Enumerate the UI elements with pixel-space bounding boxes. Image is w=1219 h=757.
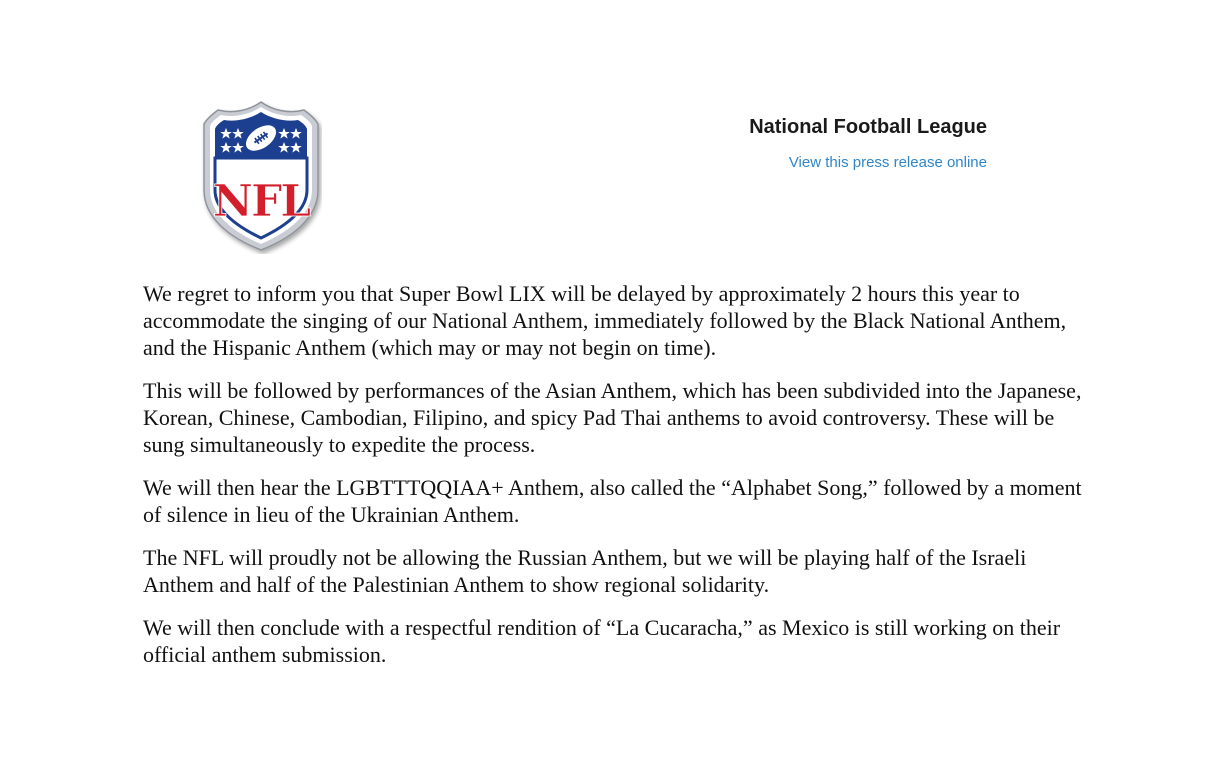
organization-name: National Football League — [749, 116, 987, 138]
view-online-link[interactable]: View this press release online — [788, 154, 987, 171]
nfl-shield-logo — [200, 98, 322, 254]
paragraph: This will be followed by performances of the Asian Anthem, which has been subdivided into the Japanese, Korean, Chinese, Cambodian, Filipino, and spicy Pad Thai anthems to avoid controversy. These will be sung simultaneously to expedite the process. — [143, 378, 1082, 457]
paragraph: We will then hear the LGBTTTQQIAA+ Anthem, also called the “Alphabet Song,” followed by a moment of silence in lieu of the Ukrainian Anthem. — [143, 475, 1082, 527]
paragraph: We regret to inform you that Super Bowl LIX will be delayed by approximately 2 hours this year to accommodate the singing of our National Anthem, immediately followed by the Black National Anthem, and the Hispanic Anthem (which may or may not begin on time). — [143, 281, 1067, 360]
paragraph: We will then conclude with a respectful rendition of “La Cucaracha,” as Mexico is still working on their official anthem submission. — [143, 615, 1061, 667]
paragraph: The NFL will proudly not be allowing the Russian Anthem, but we will be playing half of the Israeli Anthem and half of the Palestinian Anthem to show regional solidarity. — [143, 545, 1027, 597]
press-release-header — [660, 115, 987, 172]
press-release-body — [143, 280, 1083, 684]
nfl-logo-lettering: NFL — [212, 176, 310, 227]
